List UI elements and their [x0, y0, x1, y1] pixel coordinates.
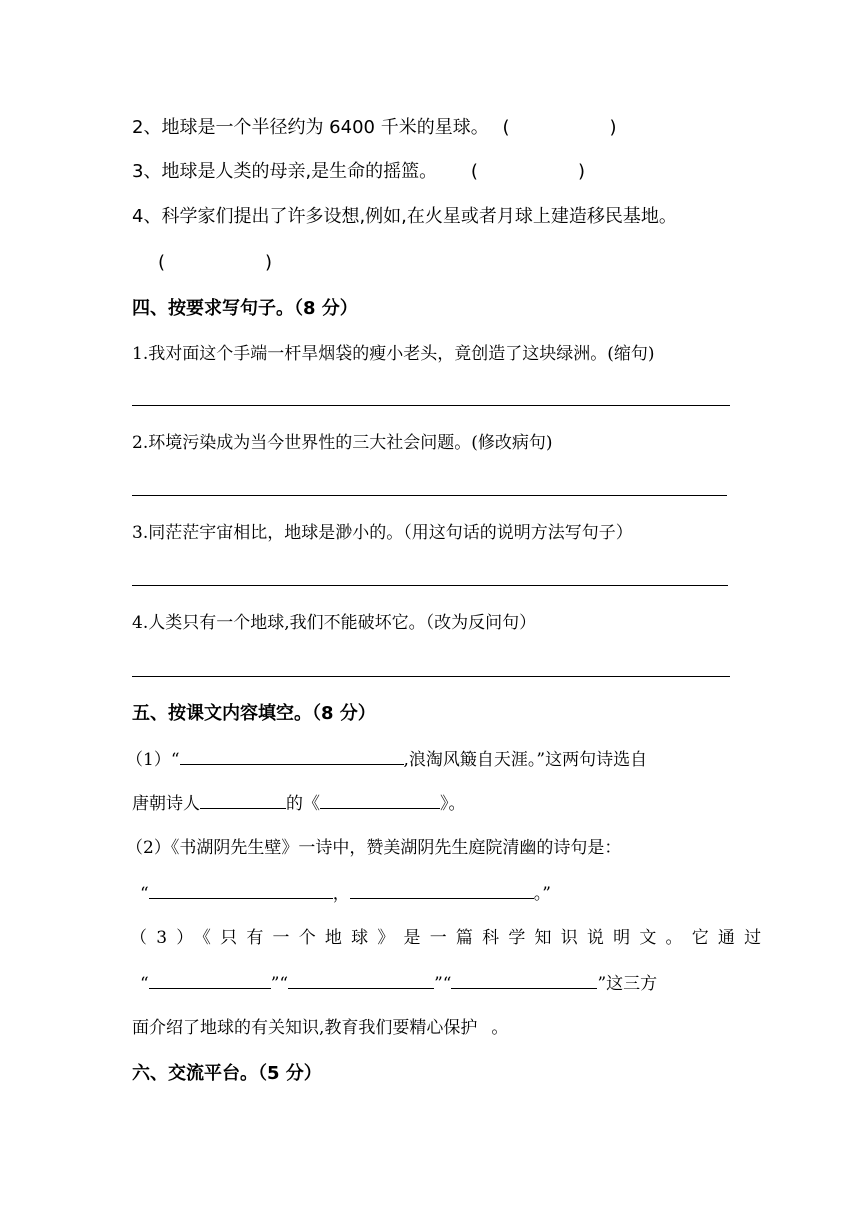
blank-verse-1[interactable] [149, 880, 333, 899]
rewrite-item-2: 2.环境污染成为当今世界性的三大社会问题。(修改病句) [132, 433, 553, 453]
fill-item-2-line-2: “ ， 。” [140, 880, 551, 906]
blank-aspect-1[interactable] [149, 970, 271, 989]
blank-verse-2[interactable] [350, 880, 534, 899]
answer-line-1[interactable] [132, 405, 730, 406]
fill-item-2-line-1: （2）《书湖阴先生壁》一诗中，赞美湖阴先生庭院清幽的诗句是： [126, 838, 622, 858]
judge-item-4-text: 4、科学家们提出了许多设想,例如,在火星或者月球上建造移民基地。 [132, 206, 677, 227]
fill-item-3-line-3: 面介绍了地球的有关知识,教育我们要精心保护 。 [132, 1018, 509, 1038]
blank-aspect-2[interactable] [288, 970, 434, 989]
answer-line-4[interactable] [132, 676, 730, 677]
answer-line-3[interactable] [132, 585, 728, 586]
answer-paren-3[interactable]: ( ) [470, 161, 585, 182]
fill-item-1-line-1: （1）“ ,浪淘风簸自天涯。”这两句诗选自 [126, 746, 647, 772]
section-4-heading: 四、按要求写句子。（8 分） [132, 298, 358, 319]
rewrite-item-4: 4.人类只有一个地球,我们不能破坏它。（改为反问句） [132, 613, 537, 633]
fill-item-3-line-1: （3）《只有一个地球》是一篇科学知识说明文。它通过 [130, 928, 771, 948]
answer-line-2[interactable] [132, 495, 727, 496]
section-5-heading: 五、按课文内容填空。（8 分） [132, 703, 376, 724]
judge-item-2 [132, 116, 617, 140]
section-6-heading: 六、交流平台。（5 分） [132, 1063, 322, 1084]
blank-aspect-3[interactable] [451, 970, 597, 989]
fill-item-3-line-2: “ ”“ ”“ ”这三方 [140, 970, 657, 996]
answer-paren-4[interactable]: ( ) [158, 252, 273, 273]
judge-item-3-text: 3、地球是人类的母亲,是生命的摇篮。 [132, 161, 438, 182]
fill-item-1-line-2: 唐朝诗人 的《 》。 [132, 790, 466, 816]
judge-item-2-text: 2、地球是一个半径约为 6400 千米的星球。 [132, 117, 489, 138]
blank-poet[interactable] [200, 790, 286, 809]
judge-item-4 [132, 205, 677, 229]
blank-poem-title[interactable] [320, 790, 440, 809]
rewrite-item-3: 3.同茫茫宇宙相比，地球是渺小的。（用这句话的说明方法写句子） [132, 523, 633, 543]
rewrite-item-1: 1.我对面这个手端一杆旱烟袋的瘦小老头，竟创造了这块绿洲。(缩句) [132, 344, 655, 364]
judge-item-3 [132, 160, 585, 184]
answer-paren-2[interactable]: ( ) [502, 117, 617, 138]
blank-poem-line[interactable] [180, 746, 404, 765]
